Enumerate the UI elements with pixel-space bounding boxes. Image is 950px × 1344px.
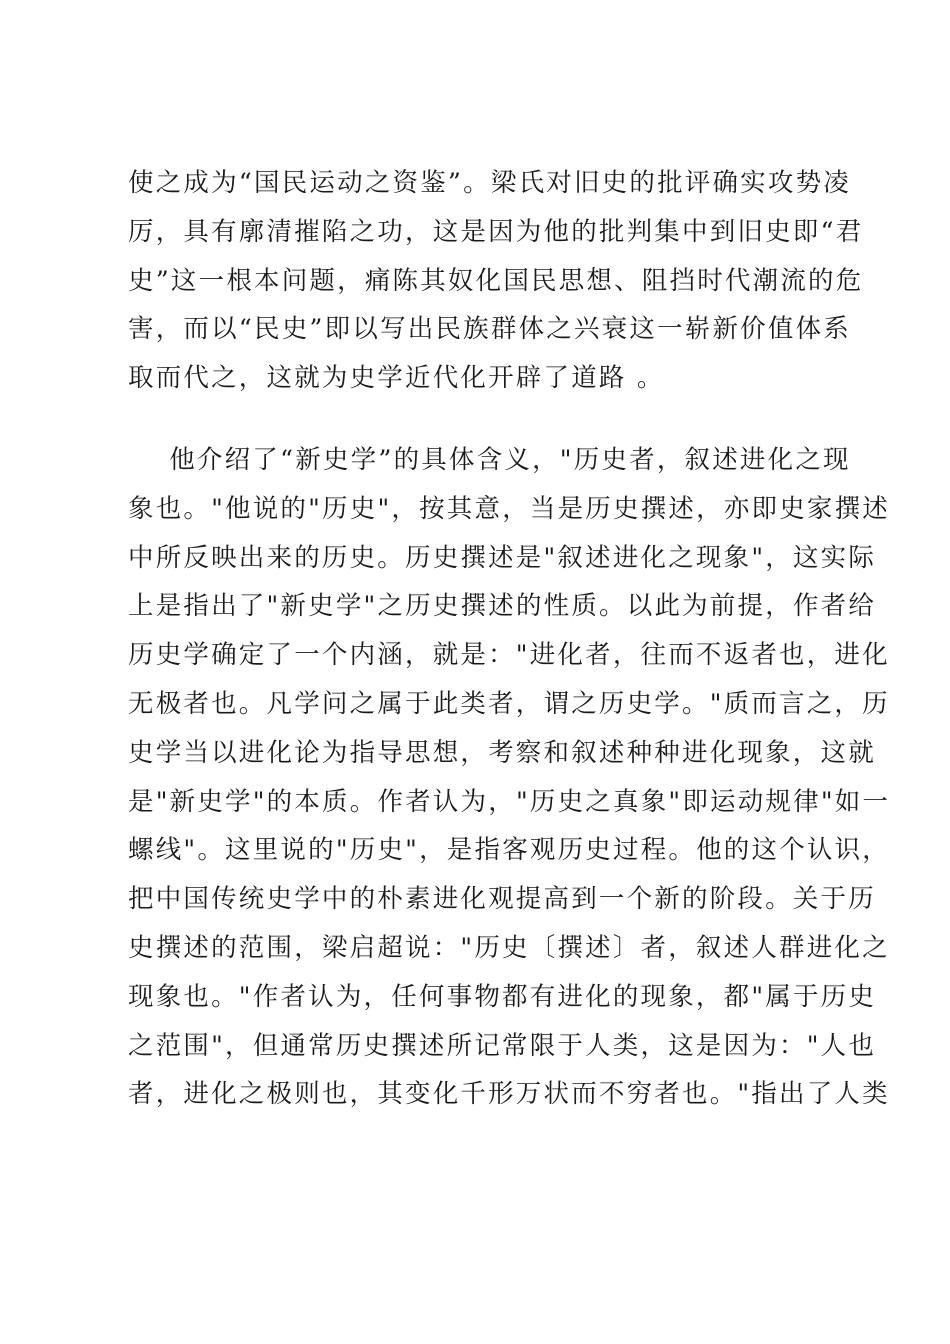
text-line: 是"新史学"的本质。作者认为，"历史之真象"即运动规律"如一 [128, 786, 891, 817]
text-line: 史撰述的范围，梁启超说："历史〔撰述〕者，叙述人群进化之 [128, 932, 890, 963]
text-line: 现象也。"作者认为，任何事物都有进化的现象，都"属于历史 [128, 981, 877, 1012]
text-line: 史学当以进化论为指导思想，考察和叙述种种进化现象，这就 [128, 737, 876, 768]
text-line: 害，而以“民史”即以写出民族群体之兴衰这一崭新价值体系 [128, 314, 851, 345]
text-line: 取而代之，这就为史学近代化开辟了道路 。 [128, 363, 665, 394]
text-line: 螺线"。这里说的"历史"，是指客观历史过程。他的这个认识， [128, 835, 890, 866]
text-line: 中所反映出来的历史。历史撰述是"叙述进化之现象"，这实际 [128, 542, 877, 573]
text-line: 无极者也。凡学问之属于此类者，谓之历史学。"质而言之，历 [128, 688, 890, 719]
text-line: 厉，具有廓清摧陷之功，这是因为他的批判集中到旧史即“君 [128, 216, 864, 247]
text-line: 之范围"，但通常历史撰述所记常限于人类，这是因为："人也 [128, 1030, 877, 1061]
paragraph-1 [128, 159, 864, 403]
paragraph-2 [128, 436, 891, 1119]
text-line: 使之成为“国民运动之资鉴”。梁氏对旧史的批评确实攻势凌 [128, 168, 851, 198]
text-line: 把中国传统史学中的朴素进化观提高到一个新的阶段。关于历 [128, 884, 876, 915]
text-line: 历史学确定了一个内涵，就是："进化者，往而不返者也，进化 [128, 640, 890, 671]
text-line: 史”这一根本问题，痛陈其奴化国民思想、阻挡时代潮流的危 [128, 265, 864, 296]
text-line: 者，进化之极则也，其变化千形万状而不穷者也。"指出了人类 [128, 1079, 890, 1110]
text-line: 象也。"他说的"历史"，按其意，当是历史撰述，亦即史家撰述 [128, 493, 890, 524]
text-line: 上是指出了"新史学"之历史撰述的性质。以此为前提，作者给 [128, 591, 877, 622]
text-line: 他介绍了“新史学”的具体含义，"历史者，叙述进化之现 [128, 445, 851, 475]
